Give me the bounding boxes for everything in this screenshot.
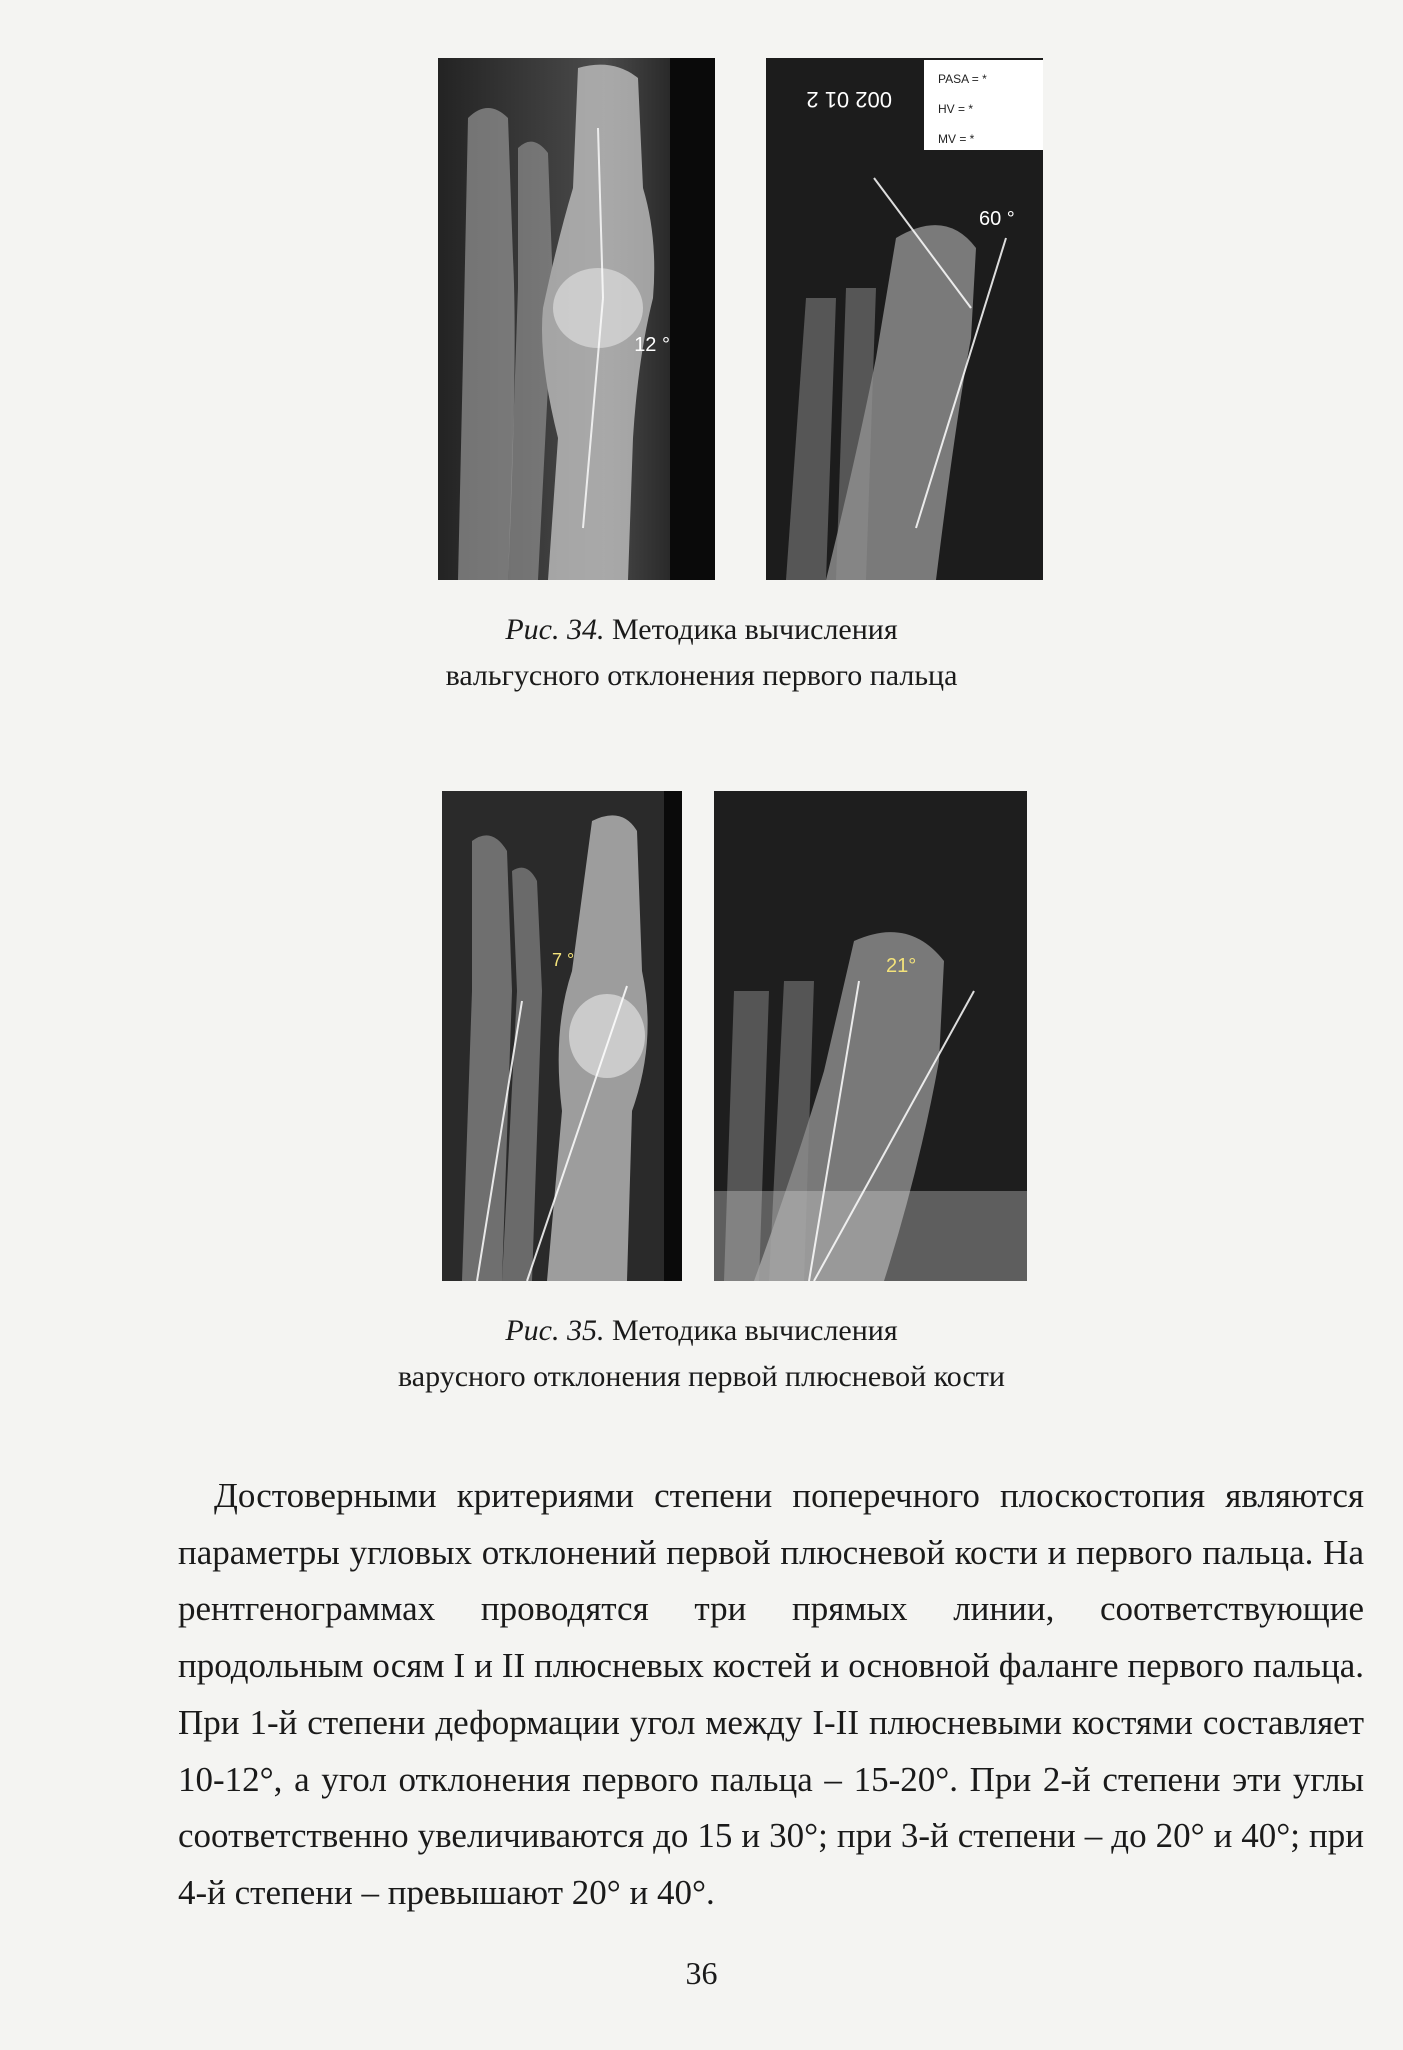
fig34-right-angle-label: 60 ° [979,208,1015,230]
body-paragraph: Достоверными критериями степени поперечного плоскостопия являются параметры угловых отклонений первой плюсневой кости и первого пальца. На рентгенограммах проводятся три прямых линии, соответствующие продольным осям I и II плюсневых костей и основной фаланге первого пальца. При 1-й степени деформации угол между I-II плюсневыми костями составляет 10-12°, а угол отклонения первого пальца – 15-20°. При 2-й степени эти углы соответственно увеличиваются до 15 и 30°; при 3-й степени – до 20° и 40°; при 4-й степени – превышают 20° и 40°. [178,1476,1364,1912]
fig34-overlay-line-1: PASA = * [938,72,987,86]
fig34-left-xray-image [438,58,715,580]
fig35-label: Рис. 35. [505,1314,605,1347]
page-number: 36 [685,1955,718,1991]
fig34-caption-line1: Методика вычисления [604,613,898,646]
fig35-caption-line2: варусного отклонения первой плюсневой кости [398,1360,1005,1393]
fig35-left-xray-image [442,791,682,1281]
fig35-left-xray [442,791,682,1281]
fig34-overlay-line-3: MV = * [938,132,975,146]
fig34-overlay-line-2: HV = * [938,102,974,116]
fig34-right-xray-image [766,58,1043,580]
fig35-left-angle-label: 7 ° [552,950,575,970]
fig34-right-xray [766,58,1043,580]
fig34-caption-line2: вальгусного отклонения первого пальца [445,659,958,692]
fig34-left-angle-label: 12 ° [634,334,670,356]
fig35-right-xray-image [714,791,1027,1281]
fig35-right-angle-label: 21° [886,955,917,977]
fig34-film-marker: 002 01 2 [806,87,892,112]
fig35-caption [0,1308,1403,1400]
fig35-caption-line1: Методика вычисления [604,1314,898,1347]
fig34-left-xray [438,58,715,580]
body-text [178,1468,1364,1922]
fig35-right-xray [714,791,1027,1281]
fig34-caption [0,607,1403,699]
fig34-label: Рис. 34. [505,613,605,646]
